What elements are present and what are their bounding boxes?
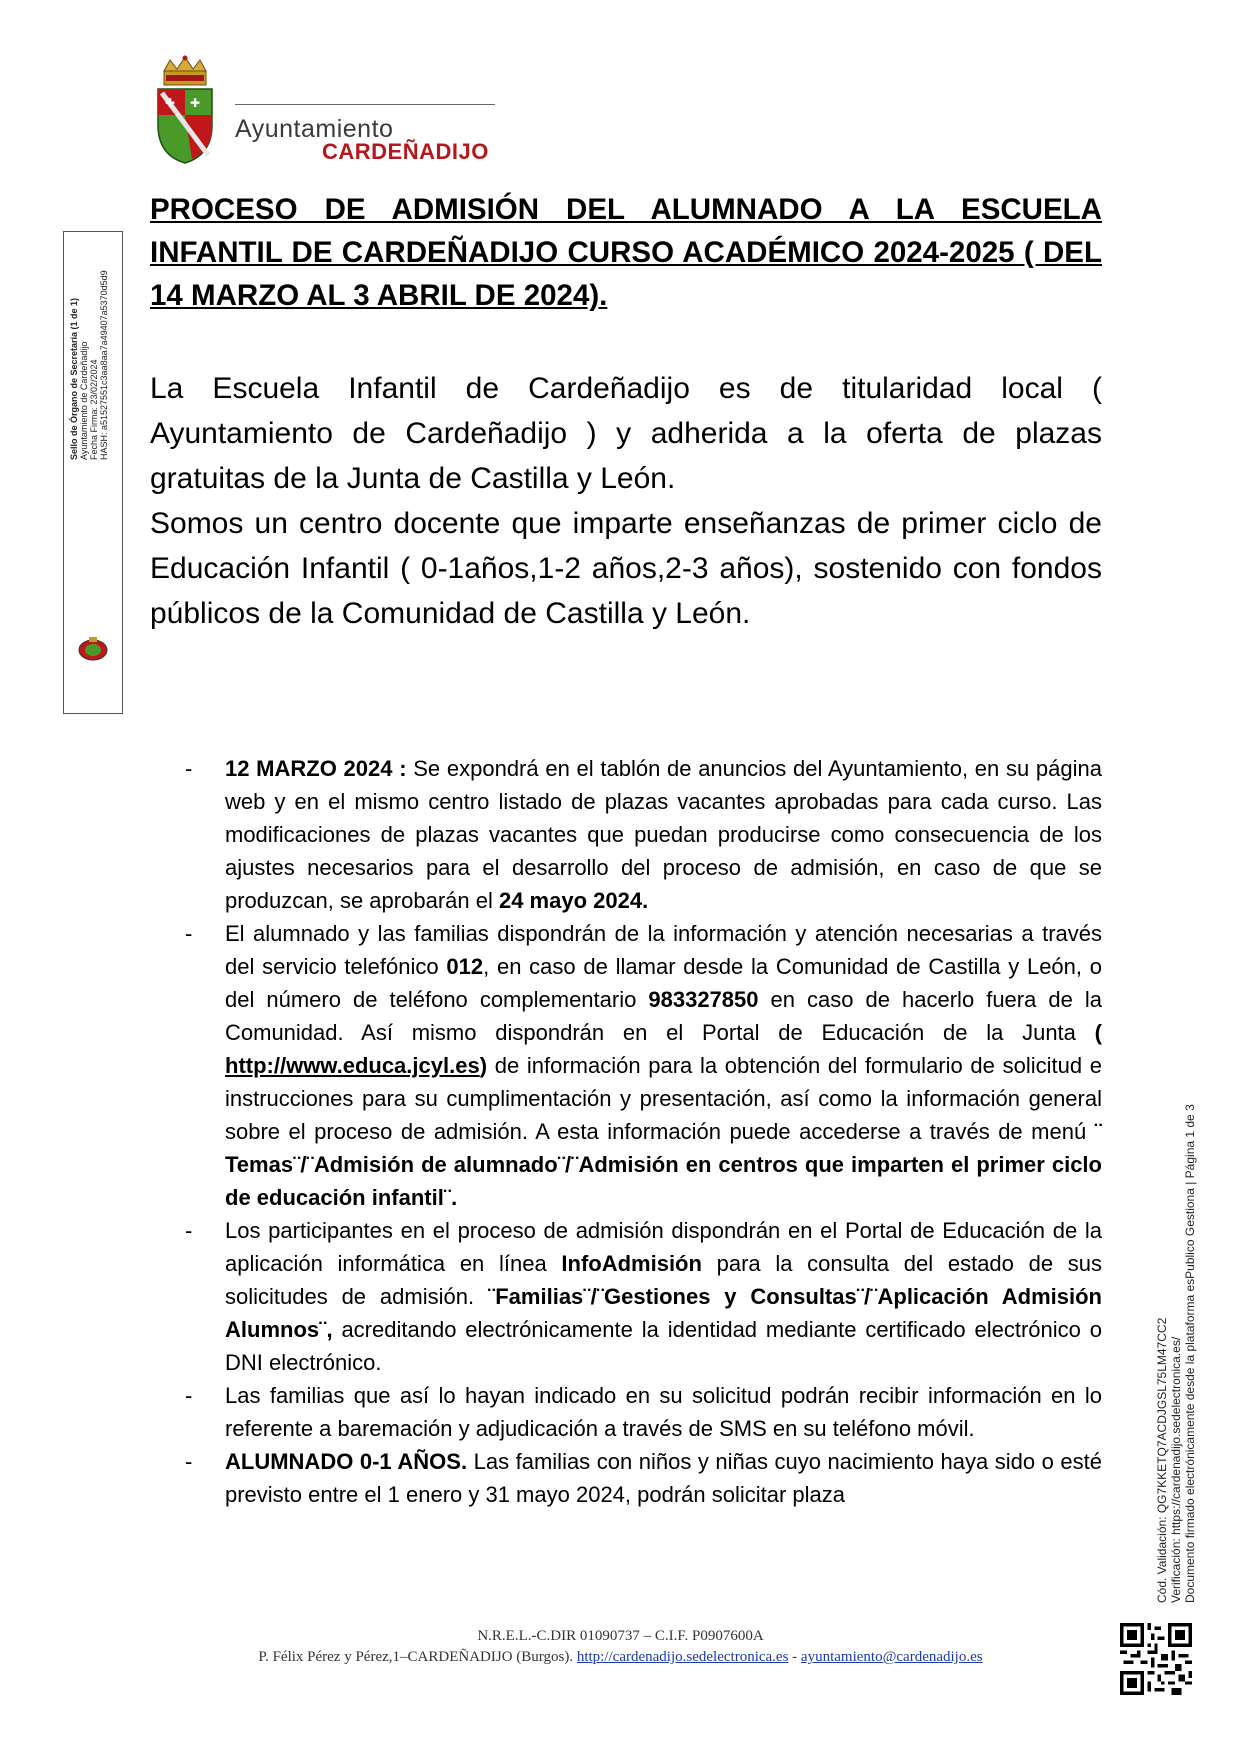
footer-separator: - xyxy=(788,1649,801,1665)
validation-note: Documento firmado electrónicamente desde la plataforma esPublico Gestiona | Página 1 de 3 xyxy=(1183,1104,1197,1603)
intro-paragraph-1: La Escuela Infantil de Cardeñadijo es de titularidad local ( Ayuntamiento de Cardeñadijo ) y adherida a la oferta de plazas gratuitas de la Junta de Castilla y León. xyxy=(150,372,1102,495)
coat-of-arms-icon xyxy=(150,55,220,165)
item-text: El alumnado y las familias dispondrán de la información y atención necesarias a través del servicio telefónico xyxy=(225,921,1102,979)
paren-open: ( xyxy=(1094,1020,1102,1045)
list-item xyxy=(185,1214,1102,1379)
footer-web-link[interactable]: http://cardenadijo.sedelectronica.es xyxy=(576,1649,789,1665)
item-text: de información para la obtención del formulario de solicitud e instrucciones para su cumplimentación y presentación, así como la información general sobre el proceso de admisión. A esta información puede accederse a través de menú xyxy=(225,1053,1102,1144)
item-date: 24 mayo 2024. xyxy=(498,888,649,913)
stamp-line: Sello de Órgano de Secretaría (1 de 1) xyxy=(69,297,79,460)
footer-email-link[interactable]: ayuntamiento@cardenadijo.es xyxy=(800,1649,983,1665)
municipal-logo xyxy=(150,55,490,165)
item-heading: ALUMNADO 0-1 AÑOS. xyxy=(225,1449,468,1474)
list-item xyxy=(185,917,1102,1214)
paren-close: ) xyxy=(479,1053,488,1078)
admission-items-list xyxy=(185,752,1102,1511)
validation-text xyxy=(1155,1104,1197,1603)
svg-text:✚: ✚ xyxy=(165,96,176,110)
item-text: Se expondrá en el tablón de anuncios del Ayuntamiento, en su página web y en el mismo centro listado de plazas vacantes aprobadas para cada curso. Las modificaciones de plazas vacantes que puedan producirse como consecuencia de los ajustes necesarios para el desarrollo del proceso de admisión, en caso de que se produzcan, se aprobarán el xyxy=(225,756,1102,913)
list-item xyxy=(185,1379,1102,1445)
logo-word: Ayuntamiento xyxy=(235,115,394,143)
secretary-stamp-text xyxy=(69,270,109,460)
phone-number: 983327850 xyxy=(648,987,759,1012)
intro-section xyxy=(150,366,1102,636)
educa-link[interactable]: http://www.educa.jcyl.es xyxy=(225,1053,480,1078)
item-text: acreditando electrónicamente la identidad mediante certificado electrónico o DNI electrónico. xyxy=(225,1317,1102,1375)
app-name: InfoAdmisión xyxy=(561,1251,702,1276)
item-text: , en caso de llamar desde la Comunidad de Castilla y León, o del número de teléfono complementario xyxy=(225,954,1102,1012)
item-text: Las familias que así lo hayan indicado en su solicitud podrán recibir información en lo referente a baremación y adjudicación a través de SMS en su teléfono móvil. xyxy=(225,1383,1102,1441)
item-text: para la consulta del estado de sus solicitudes de admisión. xyxy=(225,1251,1102,1309)
menu-path: ¨ Temas¨/¨Admisión de alumnado¨/¨Admisión en centros que imparten el primer ciclo de educación infantil¨. xyxy=(225,1119,1102,1210)
stamp-line: Ayuntamiento de Cardeñadijo xyxy=(79,341,89,460)
item-text: Las familias con niños y niñas cuyo nacimiento haya sido o esté previsto entre el 1 enero y 31 mayo 2024, podrán solicitar plaza xyxy=(225,1449,1102,1507)
footer-registry: N.R.E.L.-C.DIR 01090737 – C.I.F. P0907600A xyxy=(477,1628,764,1644)
stamp-line: Fecha Firma: 23/02/2024 xyxy=(89,359,99,460)
seal-icon xyxy=(77,635,109,663)
item-text: en caso de hacerlo fuera de la Comunidad. Así mismo dispondrán en el Portal de Educación de la Junta xyxy=(225,987,1102,1045)
footer-contact-line xyxy=(0,1647,1241,1668)
intro-paragraph-2: Somos un centro docente que imparte enseñanzas de primer ciclo de Educación Infantil ( 0-1años,1-2 años,2-3 años), sostenido con fondos públicos de la Comunidad de Castilla y León. xyxy=(150,507,1102,630)
list-item xyxy=(185,752,1102,917)
item-date: 12 MARZO 2024 : xyxy=(225,756,407,781)
phone-number: 012 xyxy=(446,954,484,979)
item-text: Los participantes en el proceso de admisión dispondrán en el Portal de Educación de la aplicación informática en línea xyxy=(225,1218,1102,1276)
validation-code: Cód. Validación: QG7KKETQ7ACDJGSL75LM47CC2 xyxy=(1155,1317,1169,1603)
list-item xyxy=(185,1445,1102,1511)
document-footer xyxy=(0,1626,1241,1668)
svg-text:✚: ✚ xyxy=(190,96,201,110)
validation-url: Verificación: https://cardenadijo.sedelectronica.es/ xyxy=(1169,1336,1183,1603)
logo-municipality: CARDEÑADIJO xyxy=(322,139,489,164)
menu-path: ¨Familias¨/¨Gestiones y Consultas¨/¨Aplicación Admisión Alumnos¨, xyxy=(225,1284,1102,1342)
logo-rule xyxy=(235,104,495,105)
stamp-line: HASH: a51527551c3aa8aa7a49407a5370d5d9 xyxy=(99,270,109,460)
footer-address: P. Félix Pérez y Pérez,1–CARDEÑADIJO (Burgos). xyxy=(258,1649,574,1665)
document-title: PROCESO DE ADMISIÓN DEL ALUMNADO A LA ESCUELA INFANTIL DE CARDEÑADIJO CURSO ACADÉMICO 2024-2025 ( DEL 14 MARZO AL 3 ABRIL DE 2024). xyxy=(150,193,1102,312)
